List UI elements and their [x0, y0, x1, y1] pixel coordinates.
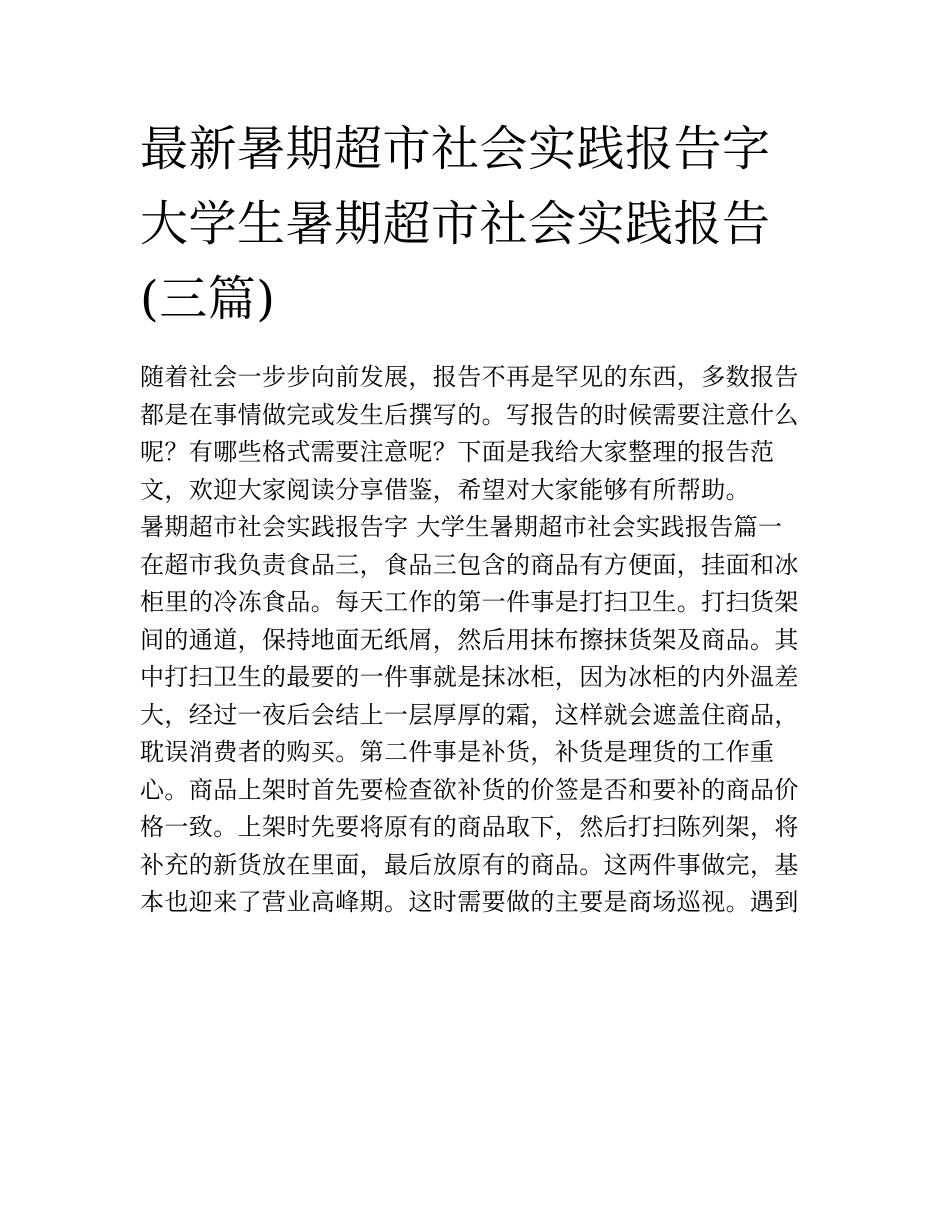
text-line: 随着社会一步步向前发展，报告不再是罕见的东西，多数报告 [140, 363, 799, 391]
text-line: 耽误消费者的购买。第二件事是补货，补货是理货的工作重 [140, 738, 775, 766]
text-line: 中打扫卫生的最要的一件事就是抹冰柜，因为冰柜的内外温差 [140, 663, 799, 691]
text-line: 柜里的冷冻食品。每天工作的第一件事是打扫卫生。打扫货架 [140, 588, 799, 616]
title-line: 最新暑期超市社会实践报告字 [140, 121, 771, 177]
text-line: 大，经过一夜后会结上一层厚厚的霜，这样就会遮盖住商品， [140, 700, 799, 729]
text-line: 呢？有哪些格式需要注意呢？下面是我给大家整理的报告范 [140, 438, 775, 466]
section-heading-text: 暑期超市社会实践报告字 大学生暑期超市社会实践报告篇一 [140, 513, 783, 541]
title-line: 大学生暑期超市社会实践报告 [140, 196, 771, 252]
document-title [140, 112, 812, 337]
body-paragraph [140, 547, 812, 922]
text-line: 文，欢迎大家阅读分享借鉴，希望对大家能够有所帮助。 [140, 475, 750, 504]
section-heading [140, 509, 812, 547]
document-body [140, 359, 812, 922]
document-page [140, 112, 812, 922]
text-line: 补充的新货放在里面，最后放原有的商品。这两件事做完，基 [140, 850, 799, 879]
text-line: 格一致。上架时先要将原有的商品取下，然后打扫陈列架，将 [140, 813, 799, 841]
text-line: 间的通道，保持地面无纸屑，然后用抹布擦抹货架及商品。其 [140, 625, 799, 654]
text-line: 都是在事情做完或发生后撰写的。写报告的时候需要注意什么 [140, 400, 799, 429]
intro-paragraph [140, 359, 812, 509]
text-line: 本也迎来了营业高峰期。这时需要做的主要是商场巡视。遇到 [140, 888, 799, 916]
title-line: (三篇) [140, 271, 276, 327]
text-line: 心。商品上架时首先要检查欲补货的价签是否和要补的商品价 [140, 775, 799, 804]
text-line: 在超市我负责食品三，食品三包含的商品有方便面，挂面和冰 [140, 550, 799, 579]
